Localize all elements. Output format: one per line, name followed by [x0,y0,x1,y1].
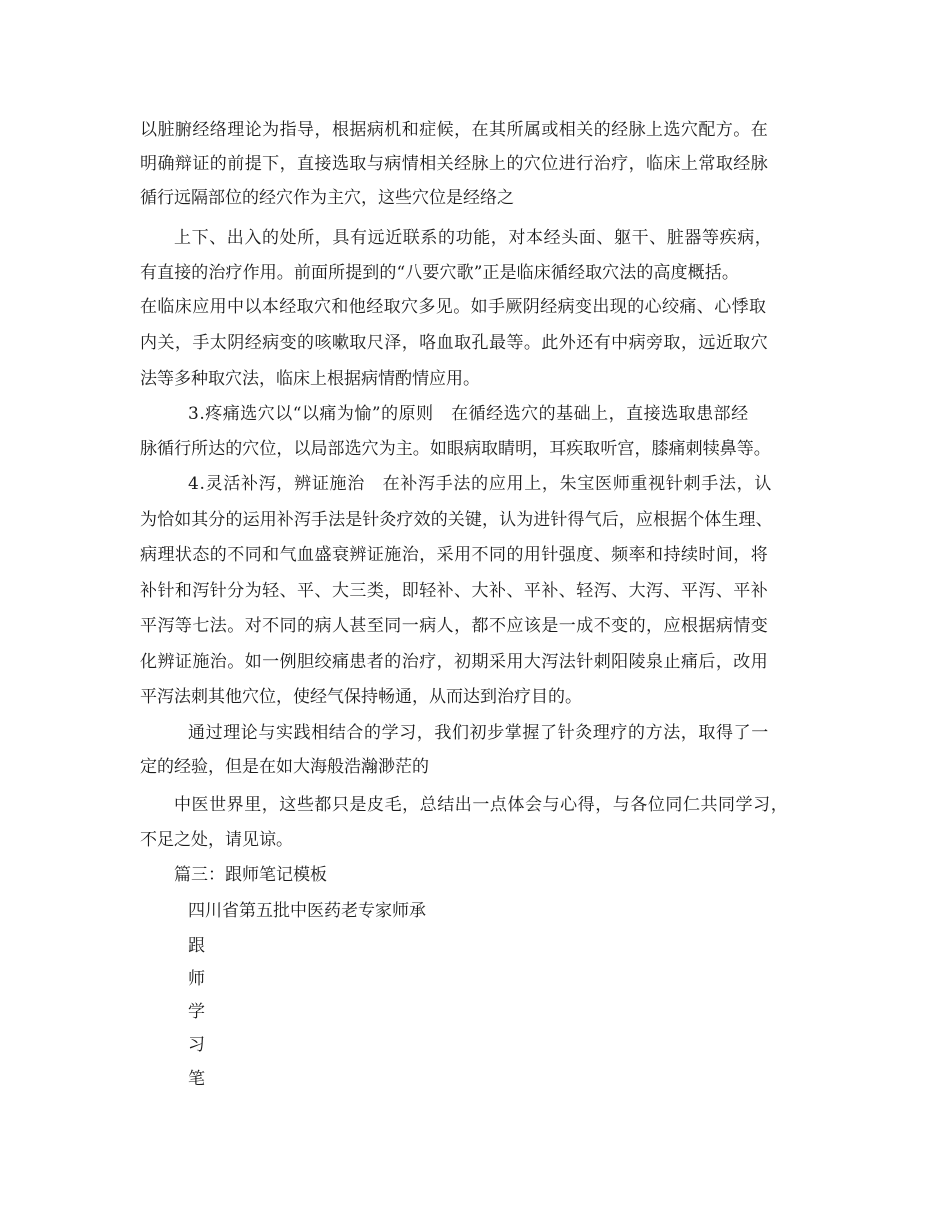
vertical-char-3: 学 [188,1002,205,1022]
text-line-11: 4.灵活补泻，辨证施治 在补泻手法的应用上，朱宝医师重视针刺手法，认 [188,474,773,494]
text-line-9: 3.疼痛选穴以“以痛为愉”的原则 在循经选穴的基础上，直接选取患部经 [188,404,749,424]
vertical-char-4: 习 [188,1035,205,1055]
subheading: 四川省第五批中医药老专家师承 [188,901,426,921]
vertical-char-2: 师 [188,969,205,989]
text-line-2: 明确辩证的前提下，直接选取与病情相关经脉上的穴位进行治疗，临床上常取经脉 [140,154,769,174]
vertical-char-1: 跟 [188,936,205,956]
text-line-4: 上下、出入的处所，具有远近联系的功能，对本经头面、躯干、脏器等疾病， [174,228,773,248]
text-line-18: 通过理论与实践相结合的学习，我们初步掌握了针灸理疗的方法，取得了一 [188,723,769,743]
text-line-6: 在临床应用中以本经取穴和他经取穴多见。如手厥阴经病变出现的心绞痛、心悸取 [140,297,767,317]
text-line-3: 循行远隔部位的经穴作为主穴，这些穴位是经络之 [140,188,514,208]
text-line-19: 定的经验，但是在如大海般浩瀚渺茫的 [140,757,429,777]
text-line-17: 平泻法刺其他穴位，使经气保持畅通，从而达到治疗目的。 [140,687,582,707]
text-line-1: 以脏腑经络理论为指导，根据病机和症候，在其所属或相关的经脉上选穴配方。在 [140,120,769,140]
text-line-20: 中医世界里，这些都只是皮毛，总结出一点体会与心得，与各位同仁共同学习， [174,795,789,815]
text-line-21: 不足之处，请见谅。 [140,830,293,850]
text-line-8: 法等多种取穴法，临床上根据病情酌情应用。 [140,369,480,389]
vertical-char-5: 笔 [188,1069,205,1089]
text-line-5: 有直接的治疗作用。前面所提到的“八要穴歌”正是临床循经取穴法的高度概括。 [140,263,739,283]
section-heading: 篇三：跟师笔记模板 [174,865,327,885]
text-line-15: 平泻等七法。对不同的病人甚至同一病人，都不应该是一成不变的，应根据病情变 [140,616,769,636]
text-line-13: 病理状态的不同和气血盛衰辨证施治，采用不同的用针强度、频率和持续时间，将 [140,545,769,565]
text-line-12: 为恰如其分的运用补泻手法是针灸疗效的关键，认为进针得气后，应根据个体生理、 [140,510,773,530]
text-line-10: 脉循行所达的穴位，以局部选穴为主。如眼病取睛明，耳疾取听宫，膝痛刺犊鼻等。 [140,439,771,459]
text-line-7: 内关，手太阴经病变的咳嗽取尺泽，咯血取孔最等。此外还有中病旁取，远近取穴 [140,333,769,353]
text-line-14: 补针和泻针分为轻、平、大三类，即轻补、大补、平补、轻泻、大泻、平泻、平补 [140,581,769,601]
text-line-16: 化辨证施治。如一例胆绞痛患者的治疗，初期采用大泻法针刺阳陵泉止痛后，改用 [140,652,769,672]
